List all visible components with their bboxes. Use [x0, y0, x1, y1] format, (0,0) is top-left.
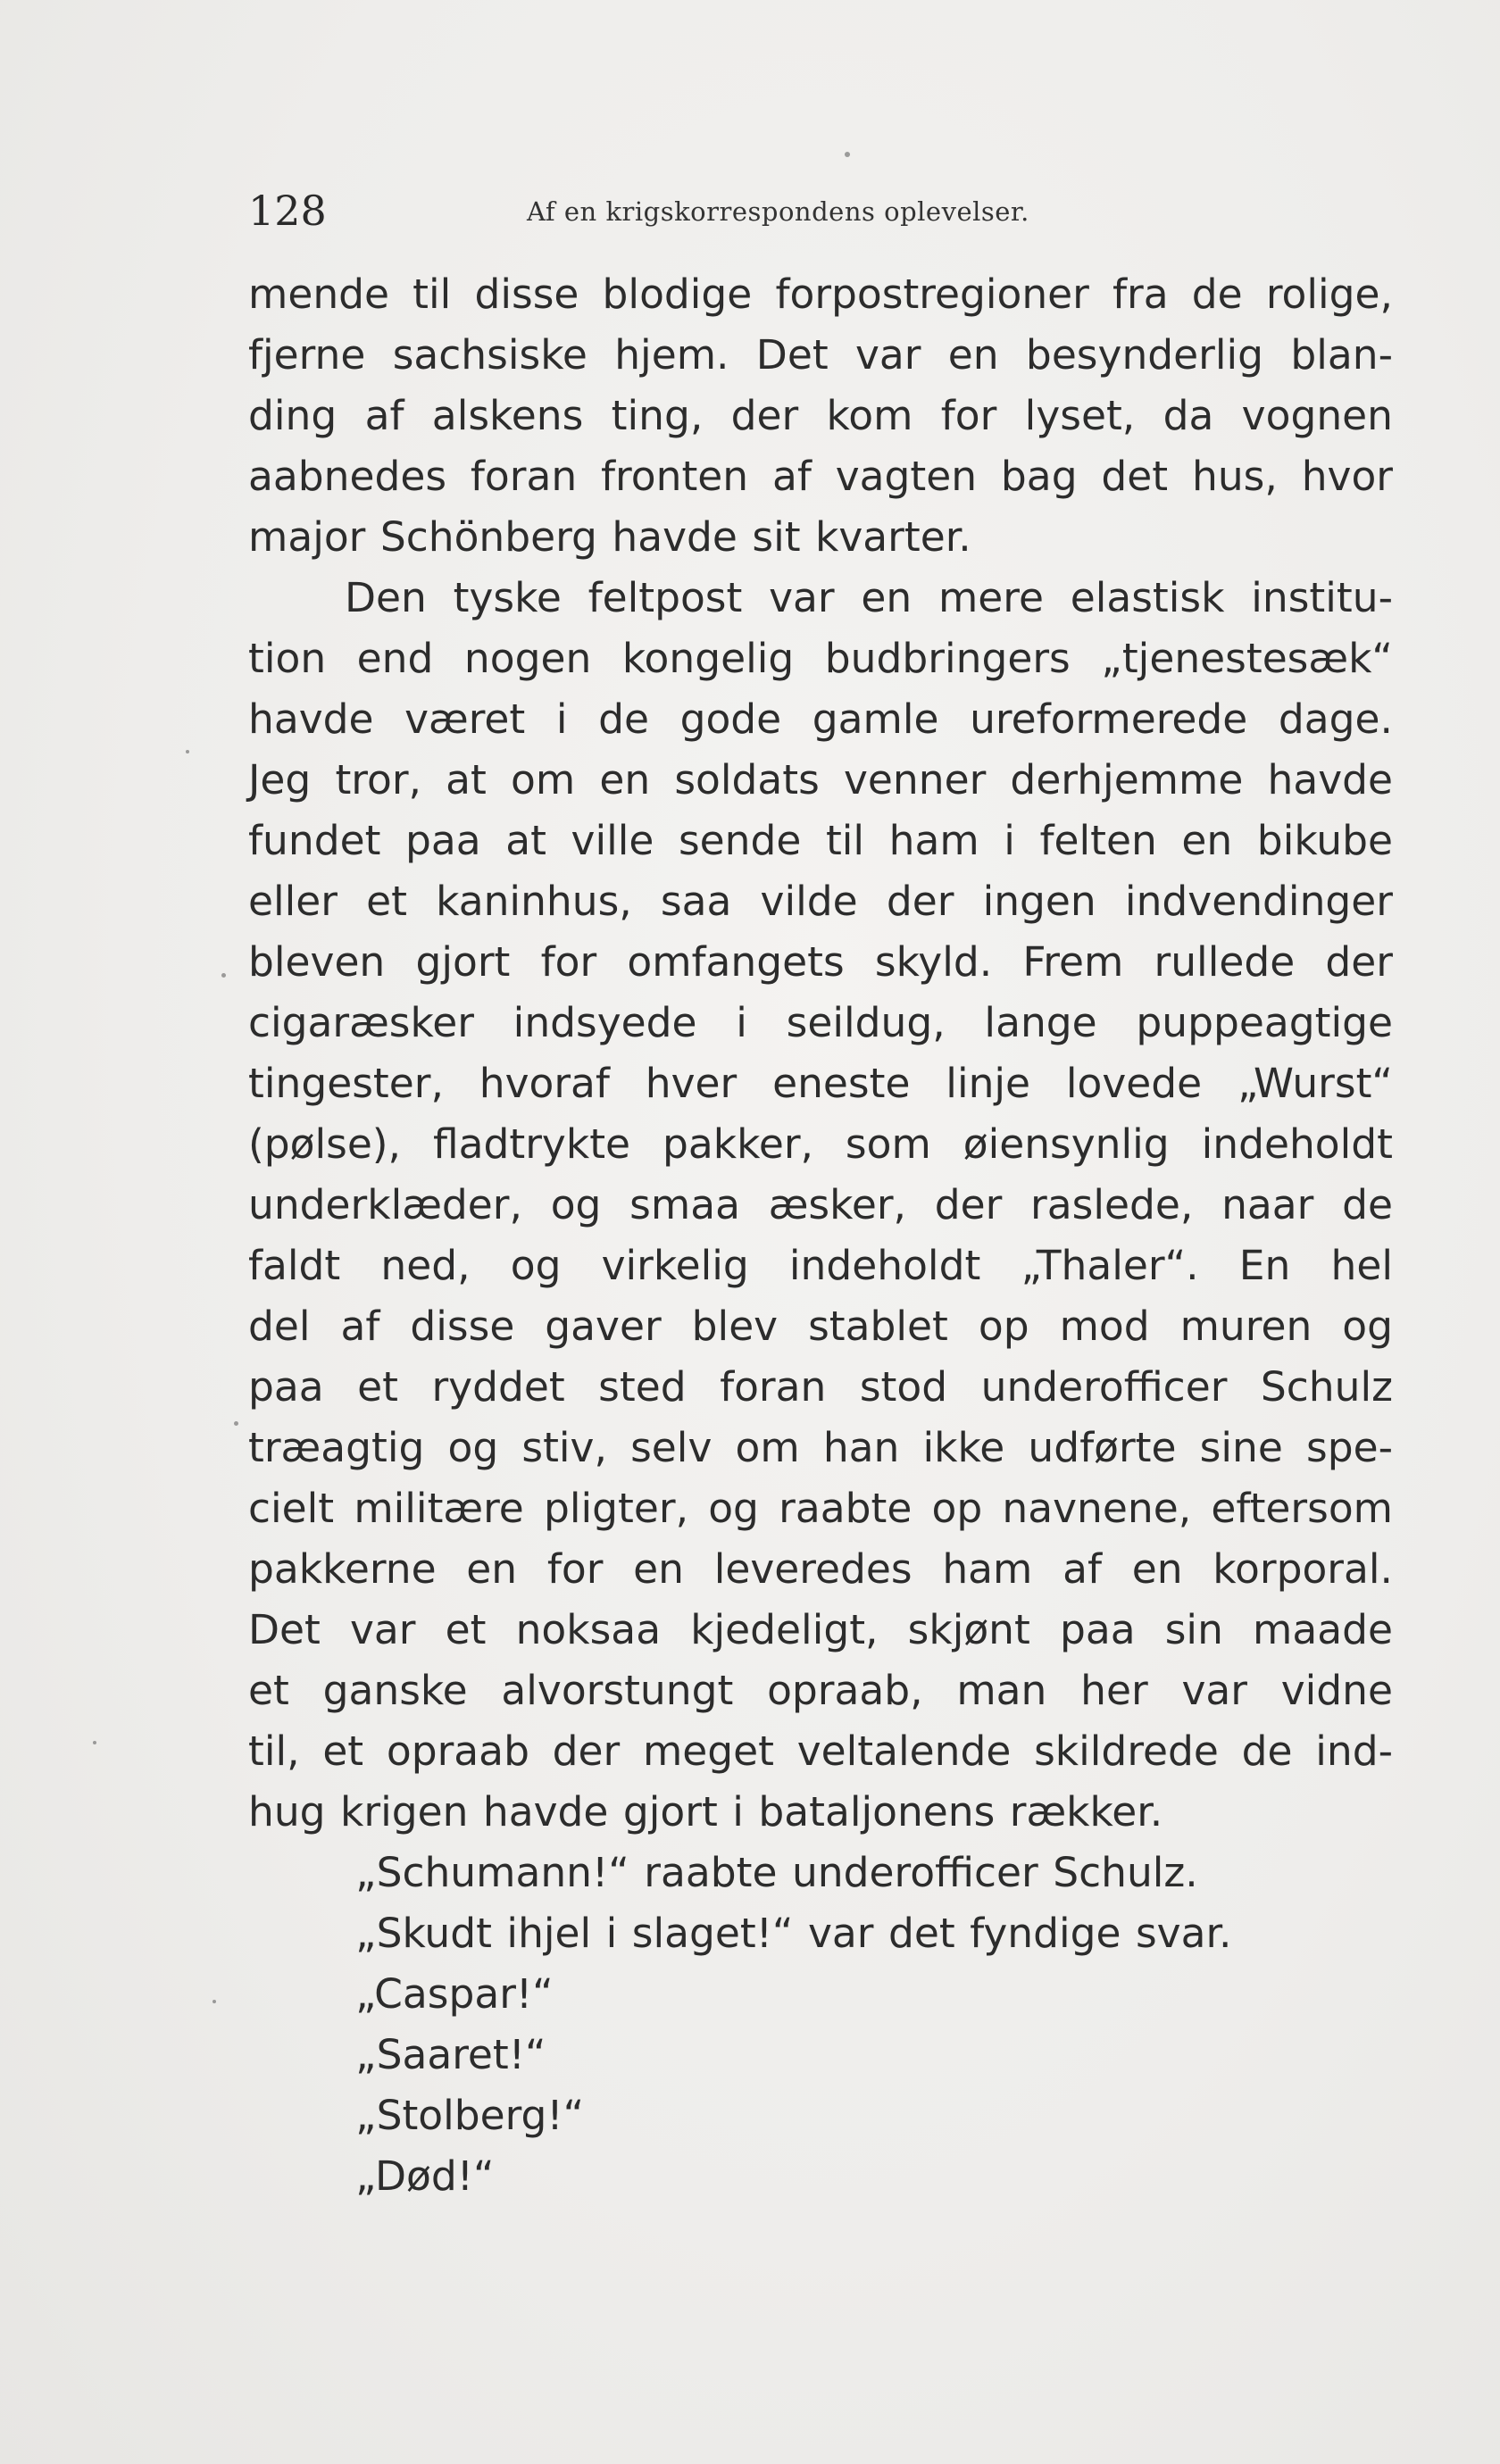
text-line: et ganske alvorstungt opraab, man her var vidne	[248, 1667, 1393, 1714]
text-line: cielt militære pligter, og raabte op navnene, eftersom	[248, 1485, 1393, 1532]
text-line: træagtig og stiv, selv om han ikke udførte sine spe-	[248, 1424, 1393, 1471]
text-line: major Schönberg havde sit kvarter.	[248, 513, 971, 561]
paragraph	[248, 568, 1393, 1843]
text-line: bleven gjort for omfangets skyld. Frem rullede der	[248, 938, 1393, 986]
text-line: Den tyske feltpost var en mere elastisk institu-	[345, 574, 1393, 621]
text-line: ding af alskens ting, der kom for lyset, da vognen	[248, 392, 1393, 439]
dialogue-line: „Død!“	[355, 2152, 495, 2200]
dialogue-block	[248, 1843, 1393, 2207]
scan-speck	[221, 973, 226, 978]
page-number: 128	[248, 187, 327, 235]
text-line: underklæder, og smaa æsker, der raslede, naar de	[248, 1181, 1393, 1228]
text-line: mende til disse blodige forpostregioner fra de rolige,	[248, 271, 1393, 318]
body-text	[248, 264, 1393, 2207]
text-line: paa et ryddet sted foran stod underofficer Schulz	[248, 1363, 1393, 1411]
text-line: hug krigen havde gjort i bataljonens rækker.	[248, 1788, 1163, 1836]
dialogue-line: „Stolberg!“	[355, 2092, 585, 2139]
scan-speck	[93, 1741, 96, 1744]
text-line: til, et opraab der meget veltalende skildrede de ind-	[248, 1727, 1393, 1775]
paragraph	[248, 264, 1393, 568]
text-line: fundet paa at ville sende til ham i felten en bikube	[248, 817, 1393, 864]
text-line: aabnedes foran fronten af vagten bag det hus, hvor	[248, 453, 1393, 500]
page-header	[248, 184, 1400, 237]
text-line: cigaræsker indsyede i seildug, lange puppeagtige	[248, 999, 1393, 1046]
scan-speck	[845, 152, 850, 157]
dialogue-line: „Skudt ihjel i slaget!“ var det fyndige svar.	[355, 1910, 1232, 1957]
text-line: tingester, hvoraf hver eneste linje lovede „Wurst“	[248, 1060, 1393, 1107]
text-line: del af disse gaver blev stablet op mod muren og	[248, 1303, 1393, 1350]
text-line: tion end nogen kongelig budbringers „tjenestesæk“	[248, 635, 1393, 682]
scan-speck	[234, 1421, 238, 1426]
dialogue-line: „Schumann!“ raabte underofficer Schulz.	[355, 1849, 1198, 1896]
scan-speck	[186, 750, 189, 753]
text-line: (pølse), fladtrykte pakker, som øiensynlig indeholdt	[248, 1120, 1393, 1168]
text-line: Det var et noksaa kjedeligt, skjønt paa sin maade	[248, 1606, 1393, 1653]
text-line: havde været i de gode gamle ureformerede dage.	[248, 695, 1393, 743]
scan-speck	[212, 2000, 216, 2003]
running-head: Af en krigskorrespondens oplevelser.	[527, 196, 1029, 227]
text-line: eller et kaninhus, saa vilde der ingen indvendinger	[248, 878, 1393, 925]
text-line: fjerne sachsiske hjem. Det var en besynderlig blan-	[248, 331, 1393, 379]
text-line: pakkerne en for en leveredes ham af en korporal.	[248, 1545, 1393, 1593]
text-line: faldt ned, og virkelig indeholdt „Thaler“. En hel	[248, 1242, 1393, 1289]
dialogue-line: „Caspar!“	[355, 1970, 554, 2018]
dialogue-line: „Saaret!“	[355, 2031, 546, 2078]
text-line: Jeg tror, at om en soldats venner derhjemme havde	[248, 756, 1393, 803]
